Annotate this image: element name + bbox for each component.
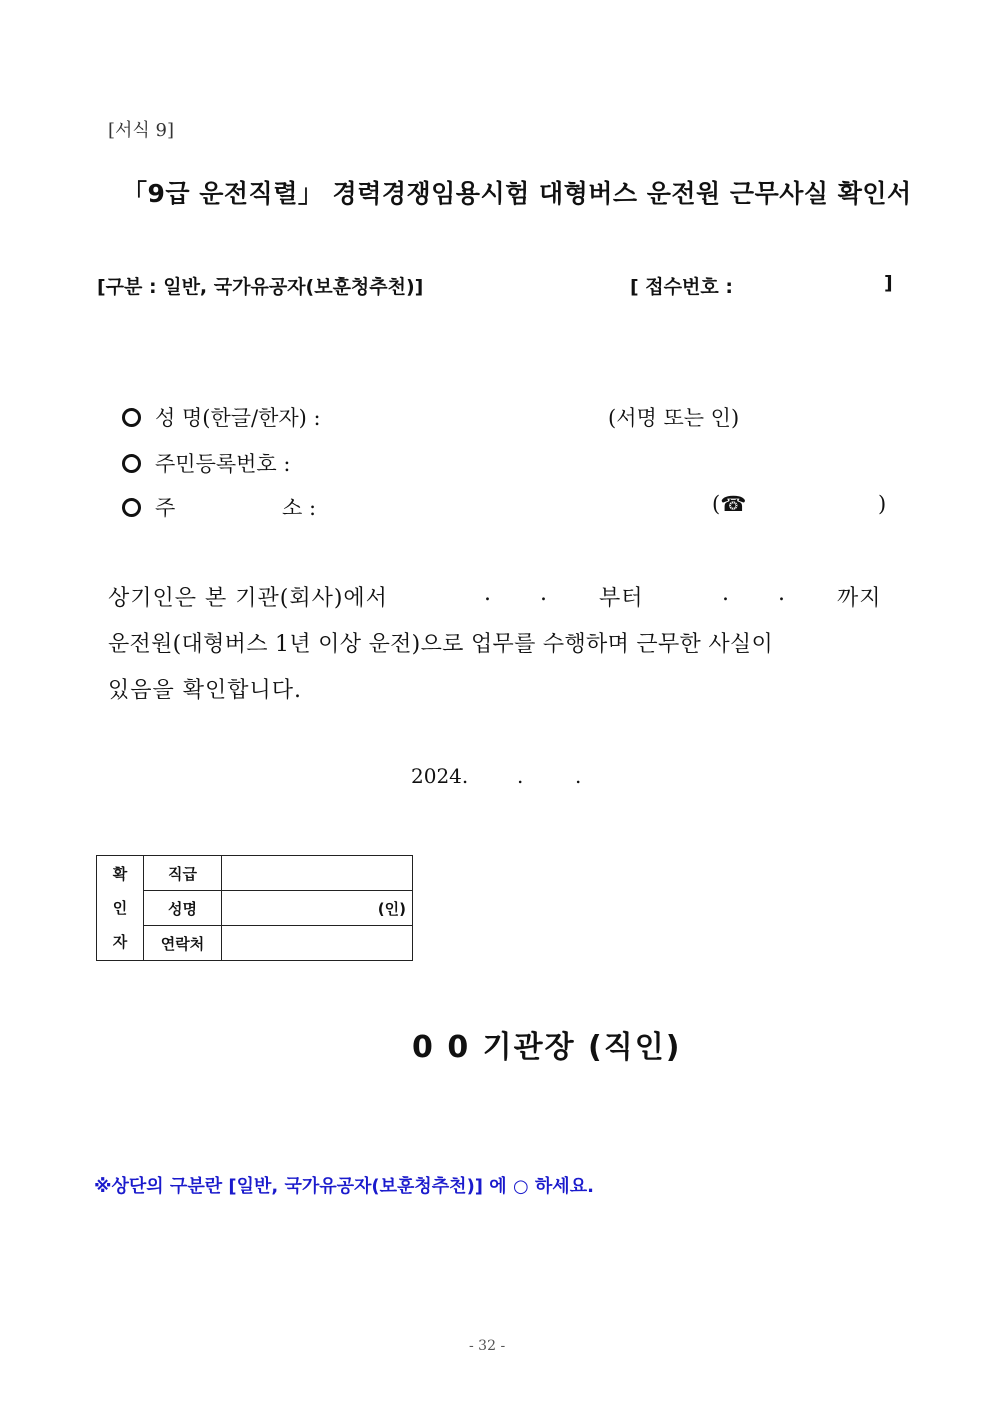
- name-label-cell: 성명: [144, 891, 222, 926]
- bullet-circle-icon: [122, 454, 141, 473]
- rank-label: 직급: [144, 856, 222, 891]
- contact-value-cell[interactable]: [222, 926, 413, 961]
- address-field: [122, 492, 175, 522]
- address-label-second: 소 :: [282, 496, 317, 520]
- date-dot: .: [722, 581, 730, 606]
- rank-value-cell[interactable]: [222, 856, 413, 891]
- confirmer-table: [96, 855, 413, 961]
- resident-number-label: 주민등록번호 :: [155, 452, 291, 476]
- issuer-signature: 0 0 기관장 (직인): [412, 1030, 682, 1065]
- confirmer-side-label: [97, 856, 144, 961]
- until-label: 까지: [837, 586, 882, 611]
- category-label: [구분 : 일반, 국가유공자(보훈청추천)]: [97, 276, 424, 298]
- side-label-char: 확: [112, 865, 128, 883]
- bullet-circle-icon: [122, 498, 141, 517]
- phone-close: ): [878, 492, 887, 516]
- resident-number-field: [122, 448, 290, 478]
- phone-open: (☎: [712, 492, 747, 516]
- receipt-number-label: [ 접수번호 :: [630, 276, 733, 298]
- document-title: 「9급 운전직렬」 경력경쟁임용시험 대형버스 운전원 근무사실 확인서: [122, 179, 912, 208]
- date-dot: .: [778, 581, 786, 606]
- date-dot: .: [540, 581, 548, 606]
- name-value-cell[interactable]: [222, 891, 413, 926]
- address-label-first: 주: [155, 496, 176, 520]
- side-label-char: 자: [112, 933, 128, 951]
- issue-date-dot: .: [517, 764, 524, 788]
- statement-line-2: 운전원(대형버스 1년 이상 운전)으로 업무를 수행하며 근무한 사실이: [108, 632, 774, 657]
- bullet-circle-icon: [122, 408, 141, 427]
- page-number: - 32 -: [469, 1338, 506, 1354]
- statement-line-3: 있음을 확인합니다.: [108, 678, 303, 703]
- issue-date-year: 2024.: [411, 764, 469, 788]
- issue-date-dot: .: [575, 764, 582, 788]
- contact-label-cell: 연락처: [144, 926, 222, 961]
- side-label-char: 인: [112, 899, 128, 917]
- from-label: 부터: [599, 586, 644, 611]
- signature-hint: (서명 또는 인): [608, 406, 740, 430]
- date-dot: .: [484, 581, 492, 606]
- seal-label: (인): [377, 899, 406, 918]
- form-number: [서식 9]: [108, 120, 174, 141]
- name-label: 성 명(한글/한자) :: [155, 406, 321, 430]
- name-field: [122, 402, 321, 432]
- instruction-note: ※상단의 구분란 [일반, 국가유공자(보훈청추천)] 에 ○ 하세요.: [94, 1176, 594, 1197]
- receipt-number-close: ]: [884, 272, 893, 294]
- statement-line-1: 상기인은 본 기관(회사)에서: [108, 586, 388, 611]
